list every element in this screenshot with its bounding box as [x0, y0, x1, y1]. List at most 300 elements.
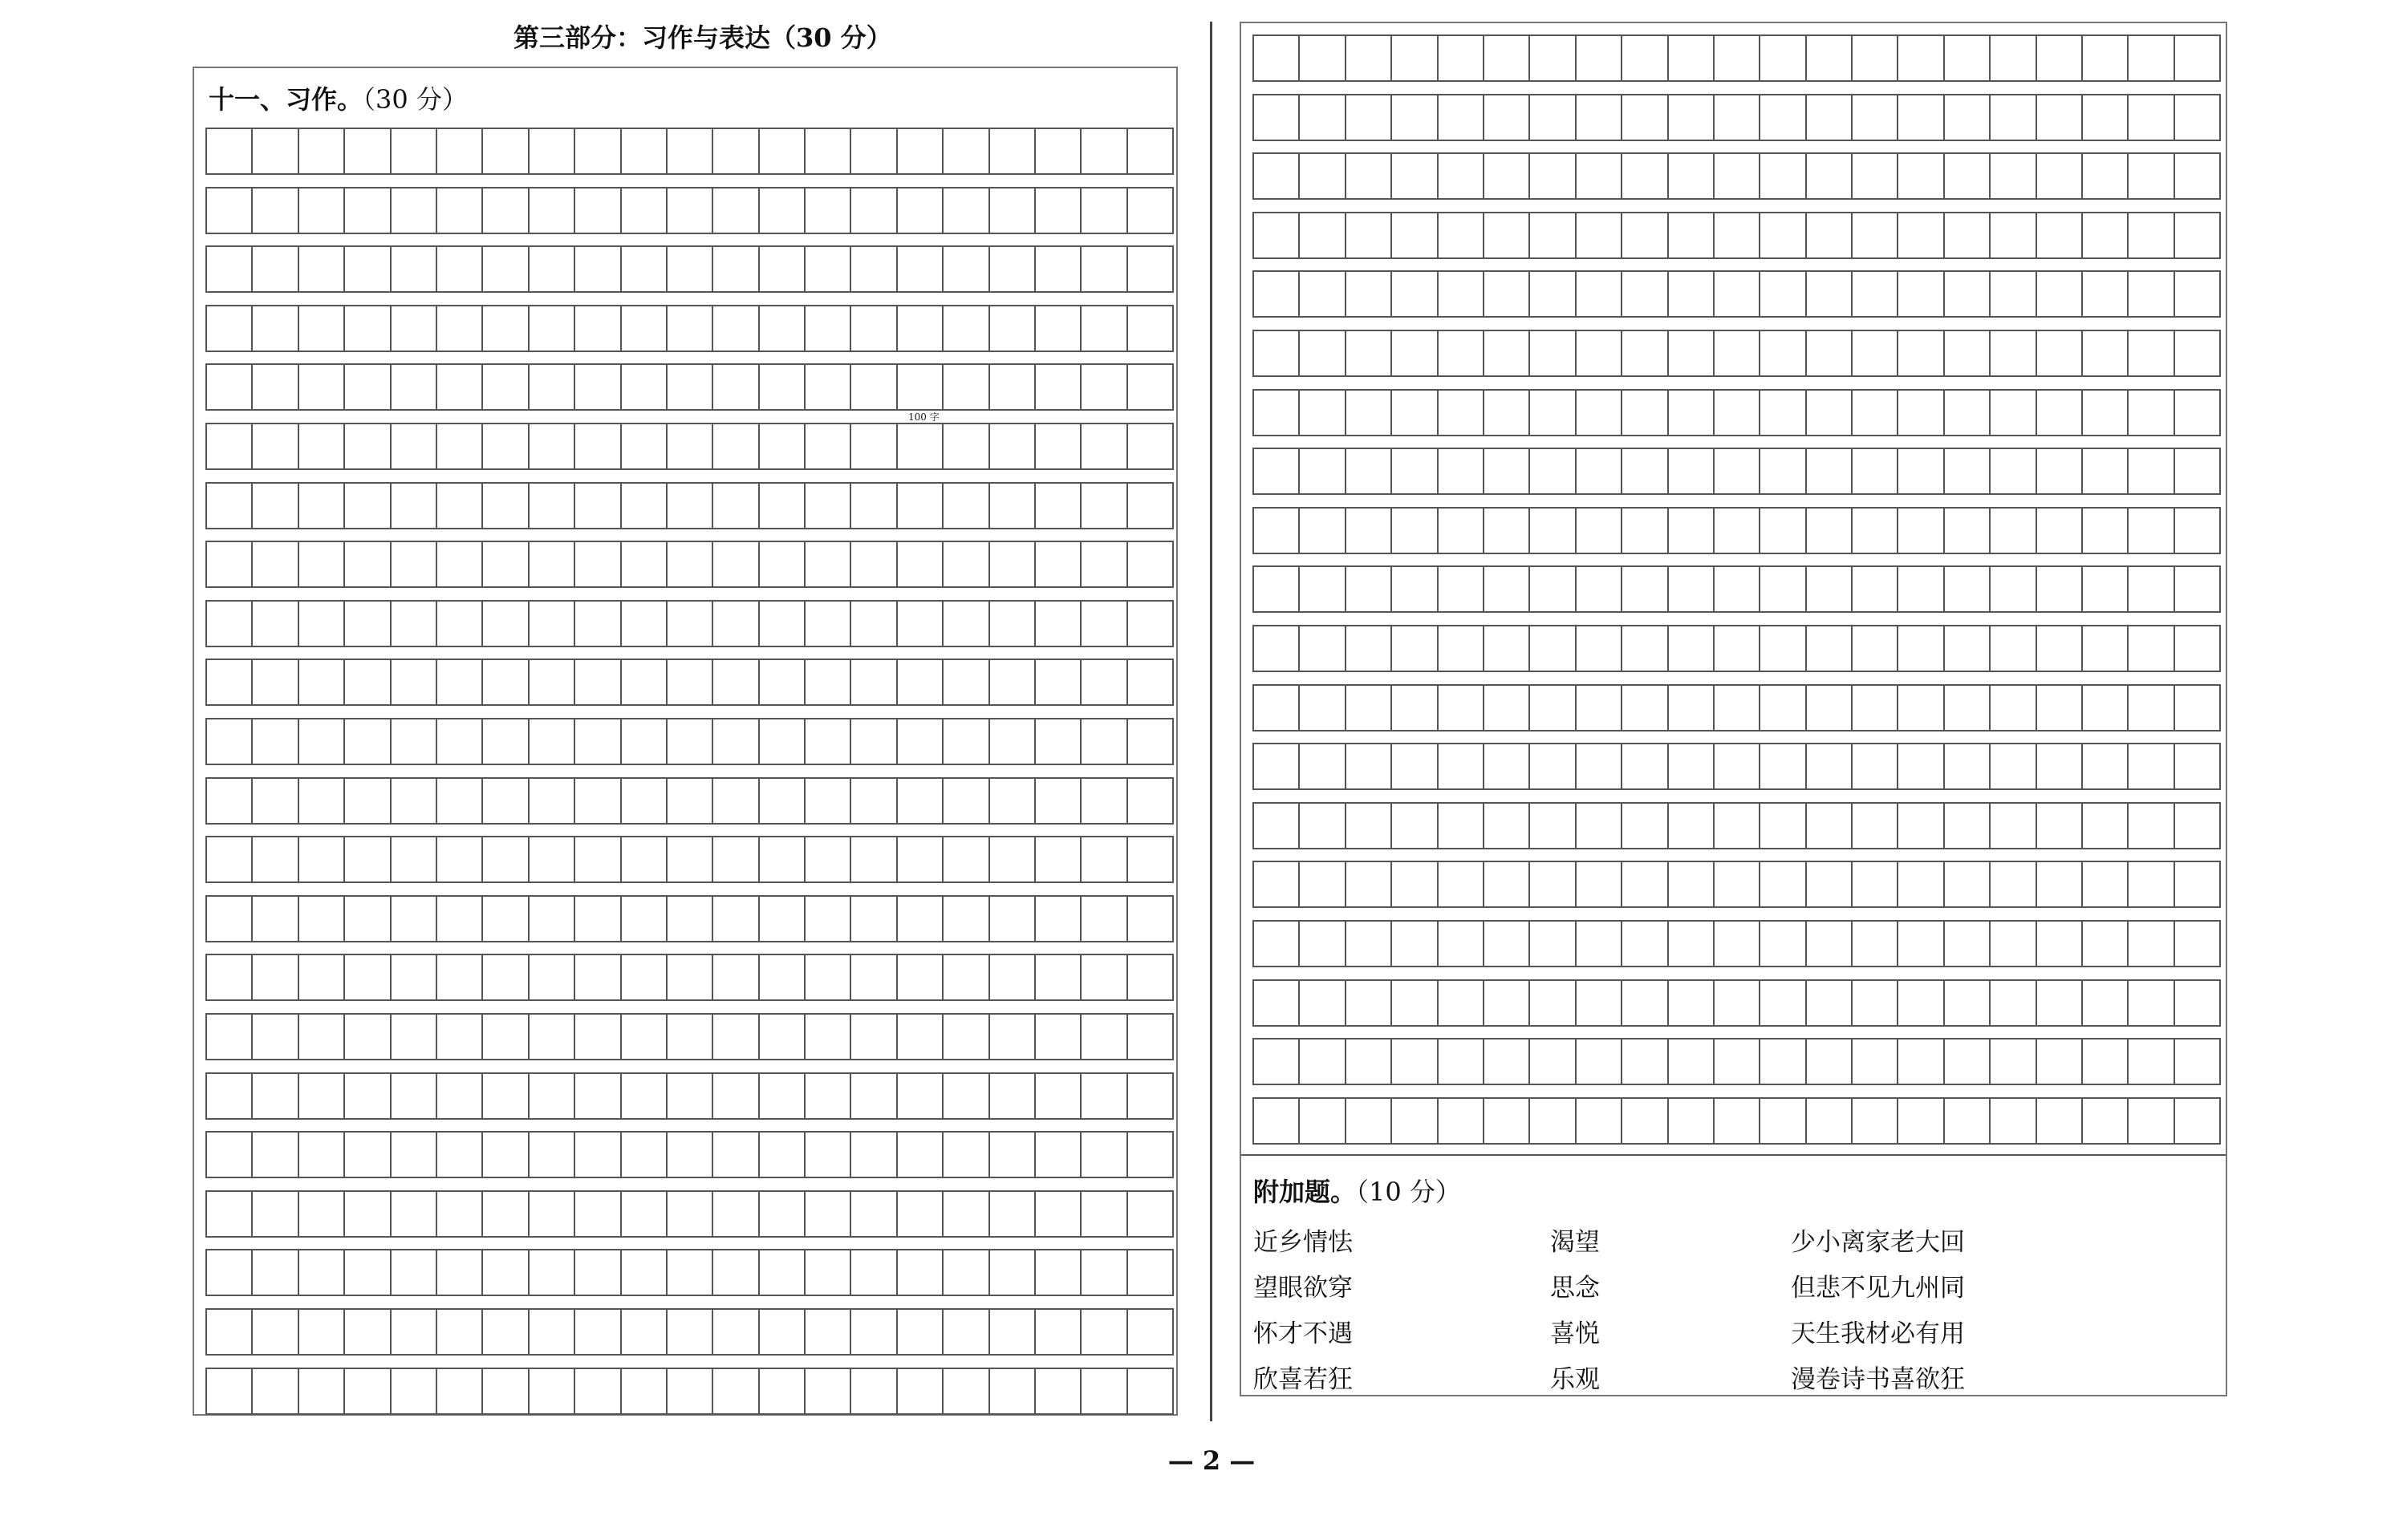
grid-cell[interactable]	[1300, 95, 1346, 140]
grid-cell[interactable]	[345, 1310, 391, 1354]
grid-cell[interactable]	[668, 247, 713, 291]
grid-cell[interactable]	[1254, 272, 1300, 316]
grid-cell[interactable]	[253, 955, 298, 999]
grid-cell[interactable]	[1346, 686, 1392, 730]
grid-cell[interactable]	[483, 719, 529, 764]
grid-cell[interactable]	[1484, 213, 1530, 257]
grid-cell[interactable]	[806, 188, 851, 233]
grid-cell[interactable]	[1991, 449, 2036, 493]
grid-cell[interactable]	[392, 365, 437, 409]
grid-cell[interactable]	[1853, 626, 1898, 671]
grid-cell[interactable]	[760, 837, 806, 881]
grid-cell[interactable]	[1715, 1099, 1760, 1143]
grid-cell[interactable]	[1622, 36, 1668, 80]
grid-cell[interactable]	[1036, 897, 1082, 941]
grid-cell[interactable]	[1254, 567, 1300, 611]
grid-cell[interactable]	[530, 837, 575, 881]
grid-cell[interactable]	[2037, 1040, 2083, 1084]
grid-cell[interactable]	[1300, 862, 1346, 906]
grid-cell[interactable]	[2037, 272, 2083, 316]
grid-cell[interactable]	[898, 424, 944, 468]
grid-cell[interactable]	[668, 484, 713, 528]
grid-cell[interactable]	[1760, 567, 1806, 611]
grid-cell[interactable]	[622, 306, 668, 351]
grid-cell[interactable]	[1577, 272, 1622, 316]
grid-cell[interactable]	[1346, 862, 1392, 906]
grid-cell[interactable]	[1622, 449, 1668, 493]
grid-cell[interactable]	[1082, 484, 1127, 528]
grid-cell[interactable]	[944, 602, 989, 646]
grid-cell[interactable]	[1669, 804, 1715, 848]
grid-cell[interactable]	[713, 1015, 759, 1059]
grid-cell[interactable]	[1300, 36, 1346, 80]
grid-cell[interactable]	[1669, 391, 1715, 435]
grid-cell[interactable]	[207, 1250, 253, 1295]
grid-cell[interactable]	[299, 1369, 345, 1413]
grid-cell[interactable]	[1128, 719, 1174, 764]
grid-cell[interactable]	[760, 602, 806, 646]
grid-cell[interactable]	[1439, 744, 1484, 788]
grid-cell[interactable]	[1945, 922, 1991, 966]
grid-cell[interactable]	[1622, 272, 1668, 316]
grid-cell[interactable]	[299, 719, 345, 764]
grid-cell[interactable]	[2037, 686, 2083, 730]
grid-cell[interactable]	[1622, 154, 1668, 198]
grid-cell[interactable]	[1669, 922, 1715, 966]
grid-cell[interactable]	[622, 484, 668, 528]
grid-cell[interactable]	[345, 188, 391, 233]
grid-cell[interactable]	[1807, 922, 1853, 966]
grid-cell[interactable]	[806, 779, 851, 823]
grid-cell[interactable]	[2083, 449, 2129, 493]
grid-cell[interactable]	[1300, 981, 1346, 1025]
grid-cell[interactable]	[483, 1015, 529, 1059]
grid-cell[interactable]	[1715, 509, 1760, 553]
grid-cell[interactable]	[1622, 744, 1668, 788]
grid-cell[interactable]	[1807, 567, 1853, 611]
grid-cell[interactable]	[2129, 154, 2174, 198]
grid-cell[interactable]	[530, 424, 575, 468]
grid-cell[interactable]	[530, 306, 575, 351]
grid-cell[interactable]	[1760, 331, 1806, 375]
grid-cell[interactable]	[2083, 981, 2129, 1025]
grid-cell[interactable]	[299, 1074, 345, 1118]
grid-cell[interactable]	[1715, 862, 1760, 906]
grid-cell[interactable]	[575, 1192, 621, 1236]
grid-cell[interactable]	[1254, 36, 1300, 80]
grid-cell[interactable]	[2175, 922, 2221, 966]
grid-cell[interactable]	[760, 955, 806, 999]
grid-cell[interactable]	[1760, 626, 1806, 671]
grid-cell[interactable]	[345, 719, 391, 764]
grid-cell[interactable]	[1898, 331, 1944, 375]
grid-cell[interactable]	[898, 1192, 944, 1236]
grid-cell[interactable]	[1392, 213, 1438, 257]
grid-cell[interactable]	[1346, 391, 1392, 435]
grid-cell[interactable]	[437, 365, 483, 409]
grid-cell[interactable]	[1530, 509, 1576, 553]
grid-cell[interactable]	[1669, 272, 1715, 316]
grid-cell[interactable]	[299, 484, 345, 528]
grid-cell[interactable]	[898, 955, 944, 999]
grid-cell[interactable]	[345, 424, 391, 468]
grid-cell[interactable]	[2083, 1040, 2129, 1084]
grid-cell[interactable]	[2129, 449, 2174, 493]
grid-cell[interactable]	[1530, 1099, 1576, 1143]
grid-cell[interactable]	[851, 1192, 897, 1236]
grid-cell[interactable]	[1082, 779, 1127, 823]
grid-cell[interactable]	[1807, 449, 1853, 493]
grid-cell[interactable]	[713, 129, 759, 173]
grid-cell[interactable]	[1082, 719, 1127, 764]
grid-cell[interactable]	[1439, 331, 1484, 375]
grid-cell[interactable]	[806, 365, 851, 409]
grid-cell[interactable]	[1346, 567, 1392, 611]
grid-cell[interactable]	[1036, 1133, 1082, 1177]
grid-cell[interactable]	[345, 306, 391, 351]
grid-cell[interactable]	[1300, 922, 1346, 966]
grid-cell[interactable]	[1669, 626, 1715, 671]
grid-cell[interactable]	[1577, 36, 1622, 80]
grid-cell[interactable]	[299, 1133, 345, 1177]
grid-cell[interactable]	[1484, 95, 1530, 140]
grid-cell[interactable]	[1036, 1310, 1082, 1354]
grid-cell[interactable]	[1853, 509, 1898, 553]
grid-cell[interactable]	[1991, 1040, 2036, 1084]
grid-cell[interactable]	[1622, 391, 1668, 435]
grid-cell[interactable]	[1577, 154, 1622, 198]
grid-cell[interactable]	[575, 1074, 621, 1118]
grid-cell[interactable]	[1254, 922, 1300, 966]
grid-cell[interactable]	[2083, 922, 2129, 966]
grid-cell[interactable]	[1530, 626, 1576, 671]
grid-cell[interactable]	[806, 955, 851, 999]
grid-cell[interactable]	[1898, 1099, 1944, 1143]
grid-cell[interactable]	[483, 1250, 529, 1295]
grid-cell[interactable]	[1577, 922, 1622, 966]
grid-cell[interactable]	[2129, 626, 2174, 671]
grid-cell[interactable]	[1392, 1099, 1438, 1143]
grid-cell[interactable]	[2175, 509, 2221, 553]
grid-cell[interactable]	[1439, 213, 1484, 257]
grid-cell[interactable]	[1669, 1040, 1715, 1084]
grid-cell[interactable]	[1945, 95, 1991, 140]
grid-cell[interactable]	[1715, 686, 1760, 730]
grid-cell[interactable]	[1991, 804, 2036, 848]
grid-cell[interactable]	[437, 602, 483, 646]
grid-cell[interactable]	[1082, 1192, 1127, 1236]
grid-cell[interactable]	[990, 306, 1036, 351]
grid-cell[interactable]	[668, 365, 713, 409]
grid-cell[interactable]	[1128, 660, 1174, 704]
grid-cell[interactable]	[345, 129, 391, 173]
grid-cell[interactable]	[1715, 272, 1760, 316]
grid-cell[interactable]	[1715, 567, 1760, 611]
grid-cell[interactable]	[1622, 331, 1668, 375]
grid-cell[interactable]	[944, 484, 989, 528]
grid-cell[interactable]	[1991, 36, 2036, 80]
grid-cell[interactable]	[1392, 686, 1438, 730]
grid-cell[interactable]	[207, 424, 253, 468]
grid-cell[interactable]	[1484, 272, 1530, 316]
grid-cell[interactable]	[1898, 804, 1944, 848]
grid-cell[interactable]	[207, 955, 253, 999]
grid-cell[interactable]	[944, 542, 989, 586]
grid-cell[interactable]	[1853, 213, 1898, 257]
grid-cell[interactable]	[1853, 744, 1898, 788]
grid-cell[interactable]	[1853, 449, 1898, 493]
grid-cell[interactable]	[2037, 744, 2083, 788]
grid-cell[interactable]	[2129, 391, 2174, 435]
grid-cell[interactable]	[668, 129, 713, 173]
grid-cell[interactable]	[1760, 1040, 1806, 1084]
grid-cell[interactable]	[253, 602, 298, 646]
grid-cell[interactable]	[2083, 686, 2129, 730]
grid-cell[interactable]	[483, 247, 529, 291]
grid-cell[interactable]	[1853, 567, 1898, 611]
grid-cell[interactable]	[253, 129, 298, 173]
grid-cell[interactable]	[898, 602, 944, 646]
grid-cell[interactable]	[990, 897, 1036, 941]
grid-cell[interactable]	[2037, 36, 2083, 80]
grid-cell[interactable]	[806, 484, 851, 528]
grid-cell[interactable]	[1484, 449, 1530, 493]
grid-cell[interactable]	[207, 602, 253, 646]
grid-cell[interactable]	[1036, 779, 1082, 823]
grid-cell[interactable]	[1128, 306, 1174, 351]
grid-cell[interactable]	[760, 129, 806, 173]
grid-cell[interactable]	[1945, 804, 1991, 848]
grid-cell[interactable]	[1128, 779, 1174, 823]
grid-cell[interactable]	[1300, 449, 1346, 493]
grid-cell[interactable]	[990, 484, 1036, 528]
grid-cell[interactable]	[253, 1015, 298, 1059]
grid-cell[interactable]	[1577, 509, 1622, 553]
grid-cell[interactable]	[1669, 509, 1715, 553]
grid-cell[interactable]	[483, 897, 529, 941]
grid-cell[interactable]	[1082, 306, 1127, 351]
grid-cell[interactable]	[345, 660, 391, 704]
grid-cell[interactable]	[1622, 1099, 1668, 1143]
grid-cell[interactable]	[944, 1369, 989, 1413]
grid-cell[interactable]	[207, 1015, 253, 1059]
grid-cell[interactable]	[990, 1015, 1036, 1059]
grid-cell[interactable]	[760, 1369, 806, 1413]
grid-cell[interactable]	[1898, 744, 1944, 788]
grid-cell[interactable]	[1945, 449, 1991, 493]
grid-cell[interactable]	[2037, 922, 2083, 966]
grid-cell[interactable]	[575, 719, 621, 764]
grid-cell[interactable]	[253, 247, 298, 291]
grid-cell[interactable]	[1392, 95, 1438, 140]
grid-cell[interactable]	[898, 660, 944, 704]
grid-cell[interactable]	[2083, 862, 2129, 906]
grid-cell[interactable]	[1807, 272, 1853, 316]
grid-cell[interactable]	[253, 365, 298, 409]
grid-cell[interactable]	[1484, 1040, 1530, 1084]
grid-cell[interactable]	[806, 660, 851, 704]
grid-cell[interactable]	[668, 1310, 713, 1354]
grid-cell[interactable]	[299, 779, 345, 823]
grid-cell[interactable]	[1530, 449, 1576, 493]
grid-cell[interactable]	[575, 660, 621, 704]
grid-cell[interactable]	[760, 306, 806, 351]
grid-cell[interactable]	[1991, 154, 2036, 198]
grid-cell[interactable]	[713, 484, 759, 528]
grid-cell[interactable]	[483, 542, 529, 586]
grid-cell[interactable]	[1346, 922, 1392, 966]
grid-cell[interactable]	[437, 1369, 483, 1413]
grid-cell[interactable]	[2083, 626, 2129, 671]
grid-cell[interactable]	[1669, 567, 1715, 611]
grid-cell[interactable]	[483, 660, 529, 704]
grid-cell[interactable]	[990, 660, 1036, 704]
grid-cell[interactable]	[1715, 981, 1760, 1025]
grid-cell[interactable]	[898, 129, 944, 173]
grid-cell[interactable]	[1530, 686, 1576, 730]
grid-cell[interactable]	[1530, 922, 1576, 966]
grid-cell[interactable]	[668, 1015, 713, 1059]
grid-cell[interactable]	[1484, 1099, 1530, 1143]
grid-cell[interactable]	[1577, 1099, 1622, 1143]
grid-cell[interactable]	[1128, 1015, 1174, 1059]
grid-cell[interactable]	[1300, 626, 1346, 671]
grid-cell[interactable]	[760, 660, 806, 704]
grid-cell[interactable]	[898, 306, 944, 351]
grid-cell[interactable]	[2129, 1040, 2174, 1084]
grid-cell[interactable]	[806, 719, 851, 764]
grid-cell[interactable]	[253, 188, 298, 233]
grid-cell[interactable]	[437, 837, 483, 881]
grid-cell[interactable]	[1254, 862, 1300, 906]
grid-cell[interactable]	[483, 188, 529, 233]
grid-cell[interactable]	[668, 1074, 713, 1118]
grid-cell[interactable]	[1346, 449, 1392, 493]
grid-cell[interactable]	[944, 660, 989, 704]
grid-cell[interactable]	[622, 365, 668, 409]
grid-cell[interactable]	[944, 129, 989, 173]
grid-cell[interactable]	[806, 542, 851, 586]
grid-cell[interactable]	[1853, 154, 1898, 198]
grid-cell[interactable]	[806, 1015, 851, 1059]
grid-cell[interactable]	[1128, 247, 1174, 291]
grid-cell[interactable]	[530, 247, 575, 291]
grid-cell[interactable]	[575, 955, 621, 999]
grid-cell[interactable]	[207, 365, 253, 409]
grid-cell[interactable]	[2175, 744, 2221, 788]
grid-cell[interactable]	[1530, 804, 1576, 848]
grid-cell[interactable]	[760, 484, 806, 528]
grid-cell[interactable]	[2129, 804, 2174, 848]
grid-cell[interactable]	[990, 1310, 1036, 1354]
grid-cell[interactable]	[392, 247, 437, 291]
grid-cell[interactable]	[713, 897, 759, 941]
grid-cell[interactable]	[392, 719, 437, 764]
grid-cell[interactable]	[1082, 837, 1127, 881]
grid-cell[interactable]	[1669, 36, 1715, 80]
grid-cell[interactable]	[668, 602, 713, 646]
grid-cell[interactable]	[806, 1369, 851, 1413]
grid-cell[interactable]	[1807, 981, 1853, 1025]
grid-cell[interactable]	[1128, 188, 1174, 233]
grid-cell[interactable]	[1622, 981, 1668, 1025]
grid-cell[interactable]	[2083, 744, 2129, 788]
grid-cell[interactable]	[1898, 922, 1944, 966]
grid-cell[interactable]	[345, 1133, 391, 1177]
grid-cell[interactable]	[1807, 862, 1853, 906]
grid-cell[interactable]	[345, 955, 391, 999]
grid-cell[interactable]	[1715, 36, 1760, 80]
grid-cell[interactable]	[990, 1192, 1036, 1236]
grid-cell[interactable]	[345, 1074, 391, 1118]
grid-cell[interactable]	[253, 306, 298, 351]
grid-cell[interactable]	[2083, 272, 2129, 316]
grid-cell[interactable]	[253, 424, 298, 468]
grid-cell[interactable]	[713, 306, 759, 351]
grid-cell[interactable]	[1128, 1192, 1174, 1236]
grid-cell[interactable]	[1346, 95, 1392, 140]
grid-cell[interactable]	[253, 1250, 298, 1295]
grid-cell[interactable]	[483, 1192, 529, 1236]
grid-cell[interactable]	[1439, 922, 1484, 966]
grid-cell[interactable]	[713, 779, 759, 823]
grid-cell[interactable]	[1346, 331, 1392, 375]
grid-cell[interactable]	[1254, 1040, 1300, 1084]
grid-cell[interactable]	[253, 719, 298, 764]
grid-cell[interactable]	[2175, 213, 2221, 257]
grid-cell[interactable]	[1991, 272, 2036, 316]
grid-cell[interactable]	[1807, 154, 1853, 198]
grid-cell[interactable]	[668, 306, 713, 351]
grid-cell[interactable]	[668, 897, 713, 941]
grid-cell[interactable]	[713, 365, 759, 409]
grid-cell[interactable]	[530, 188, 575, 233]
grid-cell[interactable]	[1945, 1040, 1991, 1084]
grid-cell[interactable]	[1254, 509, 1300, 553]
grid-cell[interactable]	[622, 1310, 668, 1354]
grid-cell[interactable]	[1898, 567, 1944, 611]
grid-cell[interactable]	[483, 306, 529, 351]
grid-cell[interactable]	[1669, 862, 1715, 906]
grid-cell[interactable]	[1715, 391, 1760, 435]
grid-cell[interactable]	[1036, 365, 1082, 409]
grid-cell[interactable]	[1853, 922, 1898, 966]
grid-cell[interactable]	[575, 1133, 621, 1177]
grid-cell[interactable]	[1669, 213, 1715, 257]
grid-cell[interactable]	[851, 660, 897, 704]
grid-cell[interactable]	[713, 188, 759, 233]
grid-cell[interactable]	[1254, 449, 1300, 493]
grid-cell[interactable]	[806, 129, 851, 173]
grid-cell[interactable]	[1300, 744, 1346, 788]
grid-cell[interactable]	[299, 247, 345, 291]
grid-cell[interactable]	[944, 897, 989, 941]
grid-cell[interactable]	[530, 1074, 575, 1118]
grid-cell[interactable]	[944, 837, 989, 881]
grid-cell[interactable]	[1484, 862, 1530, 906]
grid-cell[interactable]	[760, 1074, 806, 1118]
grid-cell[interactable]	[1669, 449, 1715, 493]
grid-cell[interactable]	[1036, 1015, 1082, 1059]
grid-cell[interactable]	[1577, 331, 1622, 375]
grid-cell[interactable]	[851, 365, 897, 409]
grid-cell[interactable]	[1036, 1250, 1082, 1295]
grid-cell[interactable]	[1898, 509, 1944, 553]
grid-cell[interactable]	[1760, 744, 1806, 788]
grid-cell[interactable]	[1898, 449, 1944, 493]
grid-cell[interactable]	[1082, 897, 1127, 941]
grid-cell[interactable]	[1577, 804, 1622, 848]
